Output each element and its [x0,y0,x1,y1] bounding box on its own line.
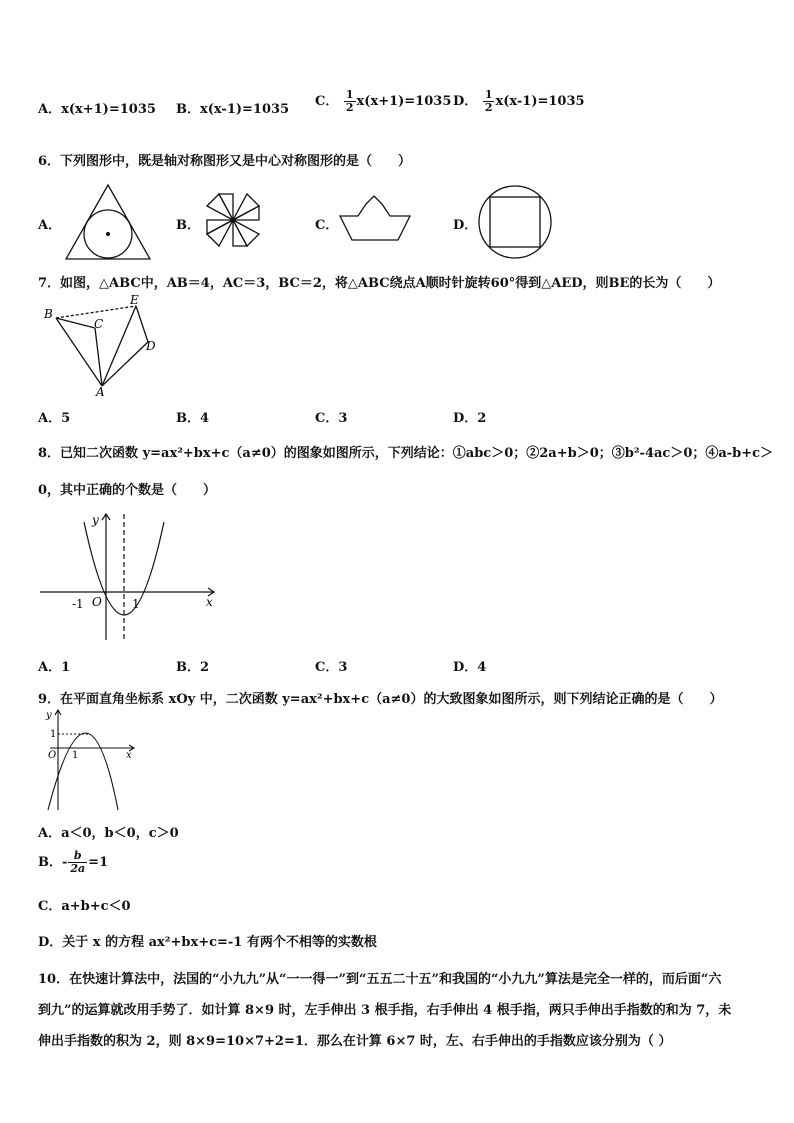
label-b: B [44,307,53,321]
q7-stem: 7．如图，△ABC中，AB＝4，AC＝3，BC＝2，将△ABC绕点A顺时针旋转60°得到△AED，则BE的长为（ ） [38,276,721,291]
origin-label: O [92,595,102,609]
q9-option-b: B．- $\frac{b}{2a}$ =1 [38,849,109,875]
q7-option-d: D．2 [453,411,487,426]
q9-option-d: D．关于 x 的方程 ax²+bx+c=-1 有两个不相等的实数根 [38,935,377,950]
q9-option-c: C．a+b+c＜0 [38,899,131,914]
crown-figure [338,194,412,242]
label-c: C [94,317,104,331]
tick-1: 1 [132,597,140,611]
axis-x-label: x [206,595,213,609]
q7-option-a: A．5 [38,411,71,426]
q5-option-d: D． $\frac{1}{2}$ x(x-1)=1035 [453,88,585,114]
q6-option-c: C． [315,218,339,233]
q8-option-c: C．3 [315,660,348,675]
q6-stem: 6．下列图形中，既是轴对称图形又是中心对称图形的是（ ） [38,154,412,169]
tick-y-1: 1 [50,729,57,740]
triangle-circle-figure [64,183,152,261]
origin-label: O [48,750,57,761]
axis-y-label: y [46,710,52,721]
q6-option-b: B． [176,218,200,233]
axis-y-label: y [92,513,99,527]
tick-neg1: -1 [72,597,84,611]
q5-option-b: B．x(x-1)=1035 [176,102,290,117]
q7-option-c: C．3 [315,411,348,426]
q8-option-b: B．2 [176,660,210,675]
q5-option-a: A．x(x+1)=1035 [38,102,156,117]
label-a: A [96,385,105,398]
q6-option-a: A． [38,218,62,233]
q5-option-c: C． $\frac{1}{2}$ x(x+1)=1035 [315,88,452,114]
axis-x-label: x [126,750,132,761]
q9-stem: 9．在平面直角坐标系 xOy 中，二次函数 y=ax²+bx+c（a≠0）的大致图象如图所示，则下列结论正确的是（ ） [38,692,723,707]
label-e: E [130,293,139,307]
q8-option-d: D．4 [453,660,487,675]
fraction-b-over-2a: $\frac{b}{2a}$ [70,849,86,875]
pinwheel-figure [205,192,261,248]
parabola-graph-q9 [38,706,138,814]
q6-option-d: D． [453,218,478,233]
fraction-half: $\frac{1}{2}$ [345,88,354,114]
square-circle-figure [477,184,553,260]
fraction-half: $\frac{1}{2}$ [484,88,493,114]
q10-line3: 伸出手指数的积为 2，则 8×9=10×7+2=1．那么在计算 6×7 时，左、右手伸出的手指数应该分别为（ ） [38,1034,672,1049]
q8-stem-line2: 0，其中正确的个数是（ ） [38,483,217,498]
q10-line2: 到九”的运算就改用手势了．如计算 8×9 时，左手伸出 3 根手指，右手伸出 4 根手指，两只手伸出手指数的和为 7，未 [38,1003,732,1018]
parabola-graph-q8 [38,508,222,644]
label-d: D [146,339,156,353]
q9-option-a: A．a＜0，b＜0，c＞0 [38,826,179,841]
rotation-triangle-figure [38,292,162,398]
q7-option-b: B．4 [176,411,210,426]
q8-option-a: A．1 [38,660,71,675]
q10-line1: 10．在快速计算法中，法国的“小九九”从“一一得一”到“五五二十五”和我国的“小九九”算法是完全一样的，而后面“六 [38,972,722,987]
tick-x-1: 1 [72,750,79,761]
q8-stem-line1: 8．已知二次函数 y=ax²+bx+c（a≠0）的图象如图所示，下列结论：①abc＞0；②2a+b＞0；③b²-4ac＞0；④a-b+c＞ [38,446,774,461]
